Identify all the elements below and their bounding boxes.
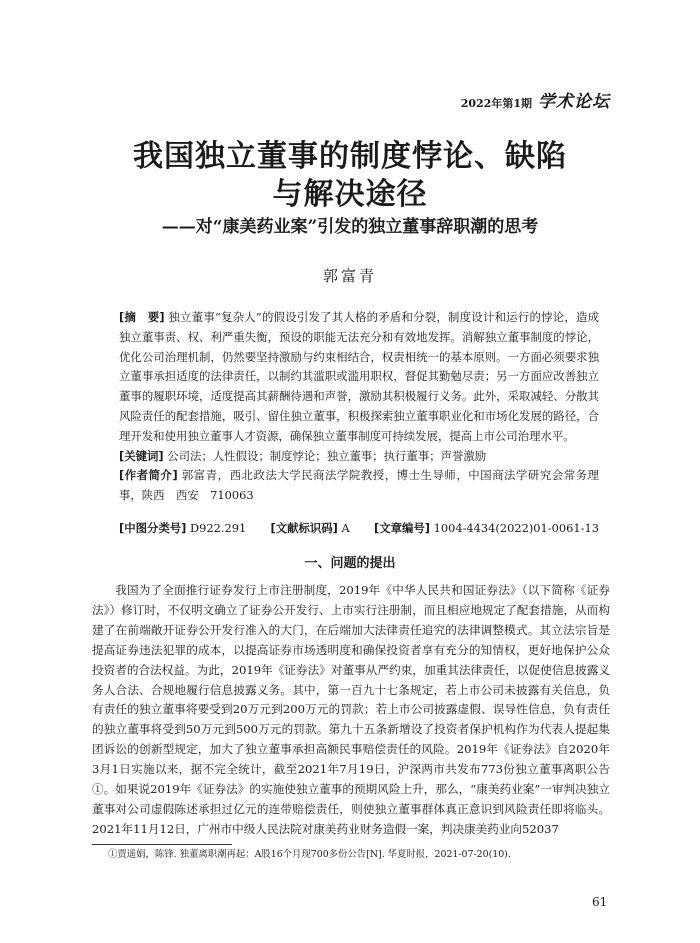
footnote-divider	[92, 844, 232, 845]
author-info-text: 郭富青，西北政法大学民商法学院教授，博士生导师，中国商法学研究会常务理事，陕西 西安 710063	[119, 468, 599, 503]
keywords-text: 公司法；人性假设；制度悖论；独立董事；执行董事；声誉激励	[167, 448, 487, 463]
clc-label: [中图分类号]	[119, 521, 187, 535]
doc-code-label: [文献标识码]	[270, 521, 338, 535]
abstract	[119, 308, 599, 447]
abstract-block	[119, 308, 599, 506]
footnote: ①贾遥娟，陈锋. 独董离职潮再起：A股16个月现700多份公告[N]. 华夏时报，2021-07-20(10).	[108, 849, 511, 860]
issue-label: 2022年第1期	[460, 97, 532, 110]
section-heading: 一、问题的提出	[304, 556, 396, 571]
classification-line	[119, 519, 599, 537]
article-number-value: 1004-4434(2022)01-0061-13	[433, 521, 599, 535]
keywords-label: [关键词]	[119, 448, 164, 463]
clc	[119, 519, 246, 537]
article-number	[374, 519, 599, 537]
subtitle: ——对“康美药业案”引发的独立董事辞职潮的思考	[161, 217, 539, 237]
author-info-label: [作者简介]	[119, 468, 178, 483]
author-info	[119, 466, 599, 506]
page-number: 61	[592, 895, 608, 909]
clc-value: D922.291	[190, 521, 247, 535]
title-line-2: 与解决途径	[272, 177, 428, 212]
author-name: 郭富青	[322, 267, 377, 285]
keywords	[119, 447, 599, 467]
title-line-1: 我国独立董事的制度悖论、缺陷	[133, 139, 567, 174]
journal-name: 学术论坛	[538, 92, 610, 112]
abstract-text: 独立董事“复杂人”的假设引发了其人格的矛盾和分裂，制度设计和运行的悖论，造成独立董事责、权、利严重失衡，预设的职能无法充分和有效地发挥。消解独立董事制度的悖论，优化公司治理机制，仍然要坚持激励与约束相结合，权责相统一的基本原则。一方面必须要求独立董事承担适度的法律责任，以制约其滥职或滥用职权，督促其勤勉尽责；另一方面应改善独立董事的履职环境，适度提高其薪酬待遇和声誉，激励其积极履行义务。此外，采取减轻、分散其风险责任的配套措施，吸引、留住独立董事，积极探索独立董事职业化和市场化发展的路径，合理开发和使用独立董事人才资源，确保独立董事制度可持续发展，提高上市公司治理水平。	[119, 310, 599, 443]
body-paragraph: 我国为了全面推行证券发行上市注册制度，2019年《中华人民共和国证券法》（以下简称《证券法》）修订时，不仅明文确立了证券公开发行、上市实行注册制，而且相应地规定了配套措施，从而构建了在前端敞开证券公开发行准入的大门，在后端加大法律责任追究的法律调整模式。其立法宗旨是提高证券违法犯罪的成本，以提高证券市场透明度和确保投资者享有充分的知情权，更好地保护公众投资者的合法权益。为此，2019年《证券法》对董事从严约束，加重其法律责任，以促使信息披露义务人合法、合规地履行信息披露义务。其中，第一百九十七条规定，若上市公司未披露有关信息，负有责任的独立董事将要受到20万元到200万元的罚款；若上市公司披露虚假、误导性信息，负有责任的独立董事将受到50万元到500万元的罚款。第九十五条新增设了投资者保护机构作为代表人提起集团诉讼的创新型规定，加大了独立董事承担高额民事赔偿责任的风险。2019年《证券法》自2020年3月1日实施以来，据不完全统计，截至2021年7月19日，沪深两市共发布773份独立董事离职公告①。如果说2019年《证券法》的实施使独立董事的预期风险上升，那么，“康美药业案”一审判决独立董事对公司虚假陈述承担过亿元的连带赔偿责任，则使独立董事群体真正意识到风险责任即将临头。2021年11月12日，广州市中级人民法院对康美药业财务造假一案，判决康美药业向52037	[92, 583, 610, 836]
doc-code-value: A	[341, 521, 350, 535]
abstract-label: [摘 要]	[119, 310, 165, 324]
article-number-label: [文章编号]	[373, 521, 430, 535]
doc-code	[271, 519, 350, 537]
running-header	[461, 87, 610, 112]
